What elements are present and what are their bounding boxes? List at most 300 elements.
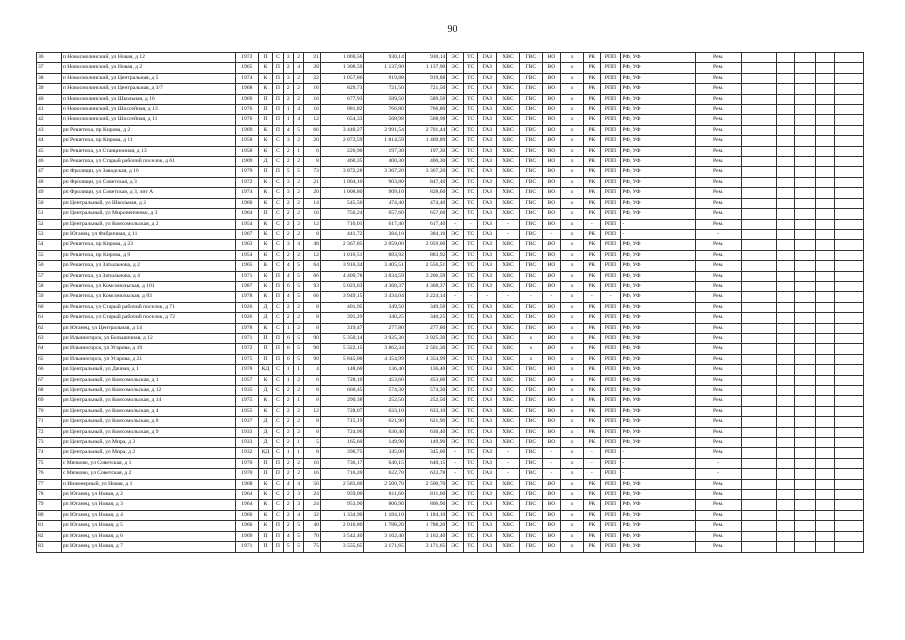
table-cell: РК: [584, 177, 601, 187]
table-cell: 4: [283, 125, 293, 135]
table-cell: РПП: [600, 261, 621, 271]
table-cell: 1: [283, 375, 293, 385]
table-cell: РФ, УФ: [621, 292, 696, 302]
table-cell: 5: [293, 354, 303, 364]
table-cell: Рем.: [695, 323, 741, 333]
table-cell: ГАЗ: [478, 323, 497, 333]
empty-cell: [776, 94, 795, 104]
table-cell: ТС: [463, 105, 478, 115]
table-row: [37, 105, 864, 115]
table-cell: 5: [283, 167, 293, 177]
table-cell: рп Решетиха, ул Старый рабочий поселок, д 61: [61, 157, 235, 167]
table-cell: ВО: [542, 188, 561, 198]
table-cell: -: [497, 292, 520, 302]
table-cell: 3 949,15: [320, 292, 364, 302]
table-cell: 4 368,37: [405, 281, 446, 291]
table-cell: рп Фролищи, ул Советская, д 3: [61, 177, 235, 187]
table-cell: -: [584, 219, 601, 229]
table-cell: 66: [304, 292, 321, 302]
empty-cell: [741, 531, 776, 541]
table-cell: ВО: [542, 354, 561, 364]
table-cell: 2 059,00: [405, 240, 446, 250]
table-cell: п Новосмолинский, ул Шоссейная, д 13: [61, 105, 235, 115]
table-cell: 883,92: [364, 250, 405, 260]
table-cell: РПП: [600, 167, 621, 177]
table-cell: -: [447, 292, 464, 302]
table-cell: рп Фролищи, ул Советская, д 3, лит А: [61, 188, 235, 198]
table-cell: 1960: [235, 198, 258, 208]
table-cell: ГВС: [519, 386, 542, 396]
table-cell: 4: [283, 531, 293, 541]
empty-cell: [834, 521, 863, 531]
table-cell: ГВС: [519, 261, 542, 271]
table-cell: РК: [584, 73, 601, 83]
table-cell: 1 016,51: [320, 250, 364, 260]
table-row: [37, 146, 864, 156]
empty-cell: [795, 313, 816, 323]
empty-cell: [776, 386, 795, 396]
table-cell: ГАЗ: [478, 490, 497, 500]
table-cell: 48: [37, 177, 62, 187]
table-cell: ТС: [463, 271, 478, 281]
table-cell: ГВС: [519, 448, 542, 458]
table-cell: рп Юганец, ул Новая, д 3: [61, 500, 235, 510]
empty-cell: [816, 292, 835, 302]
table-cell: 1937: [235, 417, 258, 427]
table-cell: 5 845,00: [320, 354, 364, 364]
table-cell: 1970: [235, 469, 258, 479]
table-cell: РПП: [600, 250, 621, 260]
table-cell: ГАЗ: [478, 146, 497, 156]
empty-cell: [741, 229, 776, 239]
table-cell: 1 788,20: [405, 521, 446, 531]
table-cell: РК: [584, 198, 601, 208]
table-cell: Рем.: [695, 313, 741, 323]
table-cell: Рем.: [695, 94, 741, 104]
table-cell: 1 184,10: [364, 510, 405, 520]
table-cell: ВО: [542, 198, 561, 208]
table-cell: -: [584, 448, 601, 458]
table-cell: 2 010,80: [320, 521, 364, 531]
table-cell: 45: [37, 146, 62, 156]
table-cell: ГАЗ: [478, 479, 497, 489]
table-cell: РК: [584, 365, 601, 375]
table-row: [37, 417, 864, 427]
table-cell: 657,60: [364, 209, 405, 219]
table-cell: ЭС: [447, 229, 464, 239]
table-cell: ХВС: [497, 73, 520, 83]
table-cell: С: [273, 53, 283, 63]
table-cell: ХВС: [497, 417, 520, 427]
table-cell: 66: [304, 125, 321, 135]
empty-cell: [816, 479, 835, 489]
table-cell: ЭС: [447, 375, 464, 385]
table-cell: ГАЗ: [478, 136, 497, 146]
table-cell: 2: [283, 427, 293, 437]
table-cell: 1932: [235, 448, 258, 458]
empty-cell: [834, 490, 863, 500]
table-cell: РК: [584, 333, 601, 343]
empty-cell: [834, 542, 863, 552]
empty-cell: [816, 313, 835, 323]
table-cell: РК: [584, 240, 601, 250]
table-cell: 77: [37, 479, 62, 489]
empty-cell: [741, 521, 776, 531]
table-cell: ЭС: [447, 240, 464, 250]
table-cell: 654,33: [320, 115, 364, 125]
table-cell: рп Центральный, ул Дачная, д 1: [61, 365, 235, 375]
table-cell: 545,56: [320, 198, 364, 208]
table-cell: РФ, УФ: [621, 209, 696, 219]
table-cell: 721,50: [364, 84, 405, 94]
table-cell: 400,30: [405, 157, 446, 167]
table-cell: 2: [293, 84, 303, 94]
table-cell: ВО: [542, 438, 561, 448]
empty-cell: [741, 344, 776, 354]
table-cell: 3 171,65: [405, 542, 446, 552]
table-cell: РПП: [600, 219, 621, 229]
table-cell: 3 171,65: [364, 542, 405, 552]
table-cell: Рем.: [695, 500, 741, 510]
table-cell: ХВС: [497, 146, 520, 156]
table-cell: 20: [304, 136, 321, 146]
table-cell: 1975: [235, 396, 258, 406]
table-cell: РПП: [600, 323, 621, 333]
table-cell: 1968: [235, 479, 258, 489]
table-cell: ГВС: [519, 542, 542, 552]
empty-cell: [795, 84, 816, 94]
table-cell: Д: [258, 417, 273, 427]
table-cell: Рем.: [695, 302, 741, 312]
table-cell: РК: [584, 94, 601, 104]
empty-cell: [834, 271, 863, 281]
table-cell: -: [695, 458, 741, 468]
table-cell: 2 367,85: [320, 240, 364, 250]
table-cell: -: [542, 469, 561, 479]
table-cell: ТС: [463, 531, 478, 541]
table-cell: Рем.: [695, 354, 741, 364]
table-cell: РПП: [600, 333, 621, 343]
table-cell: рп Решетиха, ул Старый рабочий поселок, д 71: [61, 302, 235, 312]
table-cell: 78: [37, 490, 62, 500]
table-cell: ГАЗ: [478, 177, 497, 187]
table-cell: 2: [283, 500, 293, 510]
table-cell: 2: [283, 209, 293, 219]
empty-cell: [834, 313, 863, 323]
table-cell: 811,60: [364, 490, 405, 500]
table-cell: РФ, УФ: [621, 333, 696, 343]
table-cell: ЭС: [447, 209, 464, 219]
table-cell: ЭС: [447, 281, 464, 291]
table-cell: ГАЗ: [478, 302, 497, 312]
empty-cell: [776, 500, 795, 510]
table-cell: 3 367,20: [364, 167, 405, 177]
table-cell: 73: [304, 167, 321, 177]
table-cell: ТС: [463, 490, 478, 500]
empty-cell: [776, 375, 795, 385]
empty-cell: [834, 375, 863, 385]
empty-cell: [741, 313, 776, 323]
table-cell: 340,25: [364, 313, 405, 323]
table-cell: РК: [584, 209, 601, 219]
table-cell: РПП: [600, 438, 621, 448]
table-cell: ЭС: [447, 146, 464, 156]
table-cell: рп Центральный, ул Комсомольская, д 12: [61, 386, 235, 396]
table-cell: РПП: [600, 448, 621, 458]
empty-cell: [795, 302, 816, 312]
table-cell: РК: [584, 250, 601, 260]
table-cell: 340,25: [405, 313, 446, 323]
empty-cell: [816, 250, 835, 260]
table-cell: С: [273, 417, 283, 427]
table-cell: 724,96: [320, 427, 364, 437]
table-cell: ТС: [463, 136, 478, 146]
table-cell: 721,50: [405, 84, 446, 94]
table-cell: ХВС: [497, 281, 520, 291]
table-cell: 4 409,78: [320, 271, 364, 281]
table-cell: ЭС: [447, 115, 464, 125]
table-cell: С: [273, 302, 283, 312]
empty-cell: [776, 167, 795, 177]
table-cell: П: [258, 542, 273, 552]
table-cell: 3 862,34: [364, 344, 405, 354]
table-cell: х: [561, 219, 584, 229]
table-cell: 1979: [235, 167, 258, 177]
table-cell: 47: [37, 167, 62, 177]
table-cell: 55: [37, 250, 62, 260]
empty-cell: [816, 438, 835, 448]
empty-cell: [776, 292, 795, 302]
table-cell: ГАЗ: [478, 240, 497, 250]
empty-cell: [741, 157, 776, 167]
table-cell: ТС: [463, 323, 478, 333]
table-cell: 349,50: [405, 302, 446, 312]
table-cell: РК: [584, 84, 601, 94]
table-cell: 90: [304, 333, 321, 343]
table-cell: ХВС: [497, 354, 520, 364]
table-cell: 5: [293, 542, 303, 552]
table-cell: ВО: [542, 313, 561, 323]
table-cell: ЭС: [447, 479, 464, 489]
table-cell: 2: [283, 490, 293, 500]
table-cell: ХВС: [497, 53, 520, 63]
table-cell: 1926: [235, 313, 258, 323]
table-cell: ХВС: [497, 531, 520, 541]
table-cell: РПП: [600, 469, 621, 479]
table-cell: 2: [293, 427, 303, 437]
table-cell: С: [273, 157, 283, 167]
table-cell: Д: [258, 438, 273, 448]
table-cell: 1954: [235, 219, 258, 229]
table-cell: ГАЗ: [478, 406, 497, 416]
empty-cell: [834, 125, 863, 135]
table-cell: ТС: [463, 281, 478, 291]
empty-cell: [834, 188, 863, 198]
table-cell: ТС: [463, 146, 478, 156]
table-cell: ГВС: [519, 521, 542, 531]
table-cell: ВО: [542, 396, 561, 406]
table-row: [37, 396, 864, 406]
empty-cell: [795, 323, 816, 333]
empty-cell: [795, 292, 816, 302]
table-cell: 1966: [235, 521, 258, 531]
table-cell: п Новосмолинский, ул Школьная, д 16: [61, 94, 235, 104]
table-cell: 21: [304, 53, 321, 63]
table-cell: ГАЗ: [478, 375, 497, 385]
table-cell: 56: [37, 261, 62, 271]
empty-cell: [834, 406, 863, 416]
empty-cell: [834, 250, 863, 260]
empty-cell: [776, 209, 795, 219]
empty-cell: [795, 73, 816, 83]
table-cell: 3: [283, 240, 293, 250]
table-cell: С: [273, 510, 283, 520]
table-cell: ЭС: [447, 250, 464, 260]
table-cell: ТС: [463, 510, 478, 520]
table-cell: 2: [283, 146, 293, 156]
table-cell: 12: [304, 219, 321, 229]
empty-cell: [776, 73, 795, 83]
table-cell: 6: [304, 146, 321, 156]
table-cell: х: [561, 281, 584, 291]
table-cell: С: [273, 219, 283, 229]
table-cell: х: [561, 292, 584, 302]
table-cell: П: [273, 73, 283, 83]
table-cell: х: [561, 136, 584, 146]
empty-cell: [741, 177, 776, 187]
table-cell: -: [542, 292, 561, 302]
table-cell: ГАЗ: [478, 125, 497, 135]
table-cell: С: [273, 198, 283, 208]
table-cell: 226,90: [320, 146, 364, 156]
table-cell: 24: [304, 490, 321, 500]
empty-cell: [795, 281, 816, 291]
table-cell: ТС: [463, 125, 478, 135]
empty-cell: [816, 271, 835, 281]
table-cell: х: [561, 479, 584, 489]
table-cell: ГВС: [519, 115, 542, 125]
table-cell: РПП: [600, 94, 621, 104]
table-cell: П: [273, 271, 283, 281]
table-cell: П: [273, 469, 283, 479]
table-cell: РФ, УФ: [621, 313, 696, 323]
table-cell: Рем.: [695, 531, 741, 541]
table-cell: 1957: [235, 375, 258, 385]
table-cell: ТС: [463, 94, 478, 104]
table-cell: 1933: [235, 427, 258, 437]
table-cell: 1 008,80: [320, 188, 364, 198]
table-cell: 63: [37, 333, 62, 343]
table-cell: РФ, УФ: [621, 84, 696, 94]
table-cell: ТС: [463, 53, 478, 63]
table-cell: 1: [283, 105, 293, 115]
table-cell: 1968: [235, 84, 258, 94]
table-cell: ХВС: [497, 125, 520, 135]
table-cell: П: [258, 53, 273, 63]
table-cell: 710,01: [320, 219, 364, 229]
table-cell: рп Решетиха, ул Затыльнова, д 4: [61, 271, 235, 281]
empty-cell: [816, 521, 835, 531]
empty-cell: [795, 53, 816, 63]
table-cell: ХВС: [497, 198, 520, 208]
table-cell: 3 916,34: [320, 261, 364, 271]
table-cell: ГАЗ: [478, 531, 497, 541]
empty-cell: [795, 261, 816, 271]
table-cell: рп Центральный, ул Мира, д 3: [61, 438, 235, 448]
table-row: [37, 386, 864, 396]
table-cell: 715,19: [320, 417, 364, 427]
empty-cell: [741, 302, 776, 312]
table-cell: 2: [283, 313, 293, 323]
table-row: [37, 333, 864, 343]
table-cell: 2 500,70: [405, 479, 446, 489]
table-cell: 4: [293, 510, 303, 520]
table-cell: -: [542, 229, 561, 239]
table-cell: 881,82: [320, 105, 364, 115]
table-cell: ЭС: [447, 198, 464, 208]
table-row: [37, 94, 864, 104]
table-cell: ВО: [542, 53, 561, 63]
table-cell: 640,15: [405, 458, 446, 468]
table-cell: 2 583,60: [320, 479, 364, 489]
table-cell: 919,88: [364, 73, 405, 83]
empty-cell: [795, 386, 816, 396]
table-cell: РК: [584, 417, 601, 427]
table-cell: П: [273, 333, 283, 343]
table-cell: ГАЗ: [478, 63, 497, 73]
table-cell: 4 354,99: [405, 354, 446, 364]
table-cell: Рем.: [695, 344, 741, 354]
table-cell: П: [258, 209, 273, 219]
table-cell: ХВС: [497, 323, 520, 333]
table-cell: ХВС: [497, 313, 520, 323]
empty-cell: [741, 271, 776, 281]
table-cell: ГАЗ: [478, 271, 497, 281]
empty-cell: [834, 261, 863, 271]
table-cell: 46: [37, 157, 62, 167]
table-row: [37, 500, 864, 510]
empty-cell: [795, 240, 816, 250]
empty-cell: [834, 510, 863, 520]
table-cell: 1964: [235, 490, 258, 500]
table-cell: 633,10: [364, 406, 405, 416]
table-cell: рп Решетиха, пр Кирова, д 9: [61, 250, 235, 260]
empty-cell: [795, 521, 816, 531]
table-cell: 3: [283, 73, 293, 83]
empty-cell: [741, 479, 776, 489]
table-cell: ГВС: [519, 438, 542, 448]
table-cell: 1: [283, 365, 293, 375]
table-cell: ТС: [463, 188, 478, 198]
table-cell: Д: [258, 157, 273, 167]
empty-cell: [741, 427, 776, 437]
table-row: [37, 375, 864, 385]
table-cell: 1964: [235, 500, 258, 510]
table-cell: ГАЗ: [478, 417, 497, 427]
table-cell: РПП: [600, 73, 621, 83]
table-cell: 1: [293, 448, 303, 458]
table-row: [37, 292, 864, 302]
table-cell: 1972: [235, 177, 258, 187]
table-cell: ВО: [542, 167, 561, 177]
table-cell: ЭС: [447, 73, 464, 83]
empty-cell: [776, 469, 795, 479]
table-cell: ВО: [542, 146, 561, 156]
table-cell: 58: [37, 281, 62, 291]
table-cell: -: [519, 292, 542, 302]
table-cell: 4: [283, 479, 293, 489]
table-cell: ТС: [463, 313, 478, 323]
